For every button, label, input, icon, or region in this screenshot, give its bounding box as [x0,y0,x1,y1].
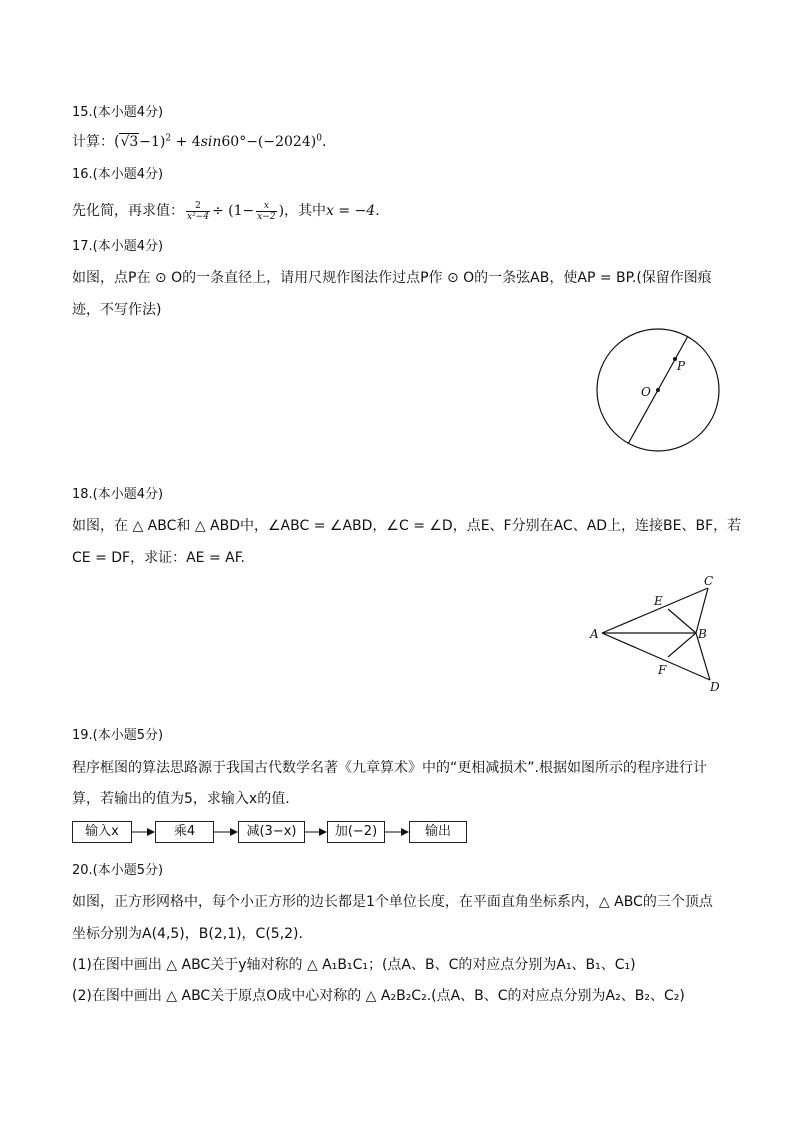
q18-line1: 如图，在 △ ABC和 △ ABD中，∠ABC = ∠ABD，∠C = ∠D，点E、F分别在AC、AD上，连接BE、BF，若 [72,518,742,534]
q20-line2: 坐标分别为A(4,5)，B(2,1)，C(5,2). [72,926,303,942]
label-b: B [698,627,707,641]
q16-heading: 16.(本小题4分) [72,167,164,182]
q16-f2-den: x−2 [257,211,276,222]
q15-zero: 0 [316,133,322,144]
q20-line3: (1)在图中画出 △ ABC关于y轴对称的 △ A₁B₁C₁；(点A、B、C的对应点分别为A₁、B₁、C₁) [72,957,636,973]
q15-sqrt3: √3 [120,134,139,150]
q16-eq: x = −4. [326,203,380,219]
q19-heading: 19.(本小题5分) [72,728,164,743]
q16-text1: 先化简，再求值： [72,203,184,219]
q15-plus: + 4 [175,134,201,150]
q20-line4: (2)在图中画出 △ ABC关于原点O成中心对称的 △ A₂B₂C₂.(点A、B、C的对应点分别为A₂、B₂、C₂) [72,988,685,1004]
label-e: E [654,594,663,608]
q16-div: ÷ (1− [211,203,255,219]
q15-sin: sin [200,134,222,150]
q15-end: . [321,134,327,150]
label-a: A [590,627,599,641]
label-f: F [658,663,667,677]
q17-heading: 17.(本小题4分) [72,239,164,254]
flow-box-multiply: 乘4 [155,821,214,843]
label-o: O [641,385,651,399]
q20-heading: 20.(本小题5分) [72,863,164,878]
flow-box-output: 输出 [409,821,467,843]
q15-heading: 15.(本小题4分) [72,105,164,120]
q16-f1-num: 2 [186,201,210,212]
q19-line2: 算，若输出的值为5，求输入x的值. [72,791,290,807]
flow-box-subtract: 减(3−x) [238,821,305,843]
q15-square: 2 [165,133,172,144]
q17-line2: 迹，不写作法) [72,302,162,318]
q17-line1: 如图，点P在 ⊙ O的一条直径上，请用尺规作图法作过点P作 ⊙ O的一条弦AB，使AP = BP.(保留作图痕 [72,270,712,286]
q16-close: ) [278,203,285,219]
q15-minus1: −1) [139,134,166,150]
q20-line1: 如图，正方形网格中，每个小正方形的边长都是1个单位长度，在平面直角坐标系内，△ ABC的三个顶点 [72,894,713,910]
q16-f1-den: x²−4 [187,211,209,222]
q18-heading: 18.(本小题4分) [72,487,164,502]
label-d: D [710,680,720,694]
label-c: C [704,574,714,588]
q18-line2: CE = DF，求证：AE = AF. [72,550,245,566]
q19-line1: 程序框图的算法思路源于我国古代数学名著《九章算术》中的“更相减损术”.根据如图所示的程序进行计 [72,760,707,776]
q15-degree: 60°−(−2024) [221,134,317,150]
q16-text2: ，其中 [284,203,327,219]
q15-label: 计算：( [72,134,120,150]
flow-box-add: 加(−2) [327,821,385,843]
flow-box-input: 输入x [72,821,132,843]
label-p: P [677,359,686,373]
q16-f2-num: x [256,201,276,212]
